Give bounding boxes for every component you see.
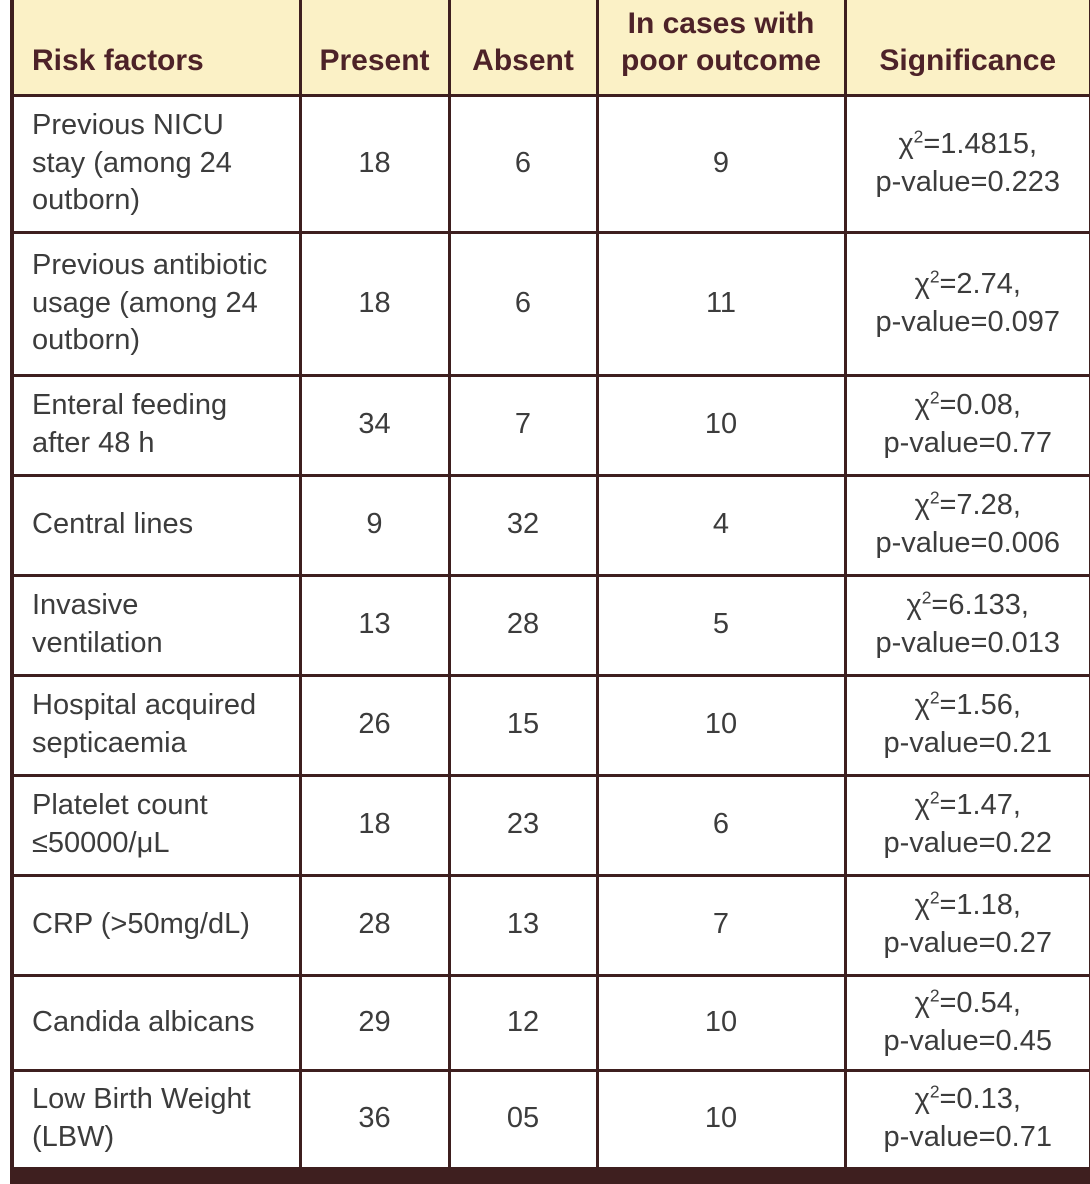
p-value-line: p-value=0.21 bbox=[883, 727, 1052, 759]
chi-exponent: 2 bbox=[929, 387, 940, 408]
absent-count-cell: 6 bbox=[449, 232, 597, 375]
poor-outcome-count-cell: 10 bbox=[597, 975, 845, 1070]
absent-count-cell: 23 bbox=[449, 775, 597, 875]
chi-square-line bbox=[851, 687, 1086, 725]
chi-value: =0.13, bbox=[939, 1083, 1021, 1116]
risk-factor-cell: Platelet count ≤50000/μL bbox=[12, 775, 300, 875]
chi-value: =0.54, bbox=[939, 986, 1021, 1019]
chi-value: =1.4815, bbox=[923, 127, 1038, 160]
risk-factor-cell: Enteral feeding after 48 h bbox=[12, 375, 300, 475]
present-count-cell: 18 bbox=[300, 232, 449, 375]
chi-exponent: 2 bbox=[929, 887, 940, 908]
significance-cell bbox=[845, 675, 1090, 775]
significance-cell bbox=[845, 875, 1090, 975]
present-count-cell: 26 bbox=[300, 675, 449, 775]
risk-factor-cell: Invasive ventilation bbox=[12, 575, 300, 675]
chi-exponent: 2 bbox=[929, 487, 940, 508]
chi-symbol: χ bbox=[914, 1083, 930, 1116]
table-header-row bbox=[12, 0, 1090, 95]
column-header-present: Present bbox=[300, 0, 449, 95]
table-row bbox=[12, 475, 1090, 575]
p-value-line: p-value=0.45 bbox=[883, 1024, 1052, 1057]
table-row bbox=[12, 95, 1090, 232]
present-count-cell: 34 bbox=[300, 375, 449, 475]
chi-exponent: 2 bbox=[929, 266, 940, 287]
present-count-cell: 28 bbox=[300, 875, 449, 975]
table-row bbox=[12, 875, 1090, 975]
chi-value: =0.08, bbox=[939, 389, 1021, 422]
chi-symbol: χ bbox=[914, 389, 930, 422]
column-header-absent: Absent bbox=[449, 0, 597, 95]
p-value-line: p-value=0.223 bbox=[875, 165, 1061, 198]
significance-cell bbox=[845, 575, 1090, 675]
column-header-significance: Significance bbox=[845, 0, 1090, 95]
significance-cell bbox=[845, 975, 1090, 1070]
column-header-poor-outcome: In cases with poor outcome bbox=[597, 0, 845, 95]
chi-symbol: χ bbox=[914, 689, 930, 722]
significance-cell bbox=[845, 375, 1090, 475]
significance-cell bbox=[845, 475, 1090, 575]
absent-count-cell: 32 bbox=[449, 475, 597, 575]
risk-factor-cell: Candida albicans bbox=[12, 975, 300, 1070]
chi-symbol: χ bbox=[914, 489, 930, 522]
p-value-line: p-value=0.097 bbox=[875, 305, 1061, 338]
p-value-line: p-value=0.006 bbox=[875, 527, 1061, 559]
chi-square-line bbox=[851, 487, 1086, 525]
chi-exponent: 2 bbox=[929, 1081, 940, 1102]
chi-square-line bbox=[851, 985, 1086, 1023]
absent-count-cell: 6 bbox=[449, 95, 597, 232]
p-value-line: p-value=0.77 bbox=[883, 427, 1052, 459]
chi-square-line bbox=[851, 787, 1086, 825]
table-row bbox=[12, 232, 1090, 375]
absent-count-cell: 05 bbox=[449, 1070, 597, 1168]
p-value-line: p-value=0.013 bbox=[875, 627, 1061, 659]
chi-symbol: χ bbox=[914, 986, 930, 1019]
chi-symbol: χ bbox=[898, 127, 914, 160]
risk-factor-cell: Central lines bbox=[12, 475, 300, 575]
risk-factor-cell: Previous antibiotic usage (among 24 outborn) bbox=[12, 232, 300, 375]
poor-outcome-count-cell: 10 bbox=[597, 375, 845, 475]
table-row bbox=[12, 1070, 1090, 1168]
risk-factor-cell: Previous NICU stay (among 24 outborn) bbox=[12, 95, 300, 232]
table-row bbox=[12, 775, 1090, 875]
p-value-line: p-value=0.27 bbox=[883, 927, 1052, 959]
absent-count-cell: 13 bbox=[449, 875, 597, 975]
table-row bbox=[12, 675, 1090, 775]
present-count-cell: 29 bbox=[300, 975, 449, 1070]
chi-value: =2.74, bbox=[939, 267, 1021, 300]
chi-square-line bbox=[851, 1081, 1086, 1119]
poor-outcome-count-cell: 10 bbox=[597, 675, 845, 775]
chi-square-line bbox=[851, 387, 1086, 425]
present-count-cell: 9 bbox=[300, 475, 449, 575]
chi-square-line bbox=[851, 887, 1086, 925]
p-value-line: p-value=0.22 bbox=[883, 827, 1052, 859]
chi-square-line bbox=[851, 587, 1086, 625]
table-row bbox=[12, 575, 1090, 675]
significance-cell bbox=[845, 775, 1090, 875]
chi-value: =7.28, bbox=[939, 489, 1021, 522]
significance-cell bbox=[845, 95, 1090, 232]
poor-outcome-count-cell: 5 bbox=[597, 575, 845, 675]
poor-outcome-count-cell: 4 bbox=[597, 475, 845, 575]
chi-square-line bbox=[851, 266, 1086, 304]
risk-factor-cell: CRP (>50mg/dL) bbox=[12, 875, 300, 975]
chi-value: =1.18, bbox=[939, 889, 1021, 922]
significance-cell bbox=[845, 232, 1090, 375]
absent-count-cell: 15 bbox=[449, 675, 597, 775]
chi-value: =1.56, bbox=[939, 689, 1021, 722]
table-bottom-bar bbox=[10, 1170, 1090, 1184]
chi-exponent: 2 bbox=[921, 587, 932, 608]
risk-factor-cell: Low Birth Weight (LBW) bbox=[12, 1070, 300, 1168]
chi-symbol: χ bbox=[914, 267, 930, 300]
risk-factors-table bbox=[10, 0, 1090, 1170]
significance-cell bbox=[845, 1070, 1090, 1168]
table-row bbox=[12, 975, 1090, 1070]
chi-symbol: χ bbox=[906, 589, 922, 622]
chi-value: =6.133, bbox=[931, 589, 1029, 622]
chi-exponent: 2 bbox=[913, 126, 924, 147]
poor-outcome-count-cell: 7 bbox=[597, 875, 845, 975]
present-count-cell: 36 bbox=[300, 1070, 449, 1168]
poor-outcome-count-cell: 11 bbox=[597, 232, 845, 375]
p-value-line: p-value=0.71 bbox=[883, 1121, 1052, 1153]
present-count-cell: 13 bbox=[300, 575, 449, 675]
present-count-cell: 18 bbox=[300, 775, 449, 875]
chi-value: =1.47, bbox=[939, 789, 1021, 822]
column-header-risk-factors: Risk factors bbox=[12, 0, 300, 95]
table-body bbox=[12, 95, 1090, 1168]
chi-symbol: χ bbox=[914, 889, 930, 922]
absent-count-cell: 28 bbox=[449, 575, 597, 675]
chi-exponent: 2 bbox=[929, 787, 940, 808]
poor-outcome-count-cell: 10 bbox=[597, 1070, 845, 1168]
poor-outcome-count-cell: 9 bbox=[597, 95, 845, 232]
chi-symbol: χ bbox=[914, 789, 930, 822]
chi-exponent: 2 bbox=[929, 687, 940, 708]
absent-count-cell: 7 bbox=[449, 375, 597, 475]
risk-factor-cell: Hospital acquired septicaemia bbox=[12, 675, 300, 775]
table-row bbox=[12, 375, 1090, 475]
present-count-cell: 18 bbox=[300, 95, 449, 232]
chi-exponent: 2 bbox=[929, 985, 940, 1006]
absent-count-cell: 12 bbox=[449, 975, 597, 1070]
chi-square-line bbox=[851, 126, 1086, 164]
poor-outcome-count-cell: 6 bbox=[597, 775, 845, 875]
